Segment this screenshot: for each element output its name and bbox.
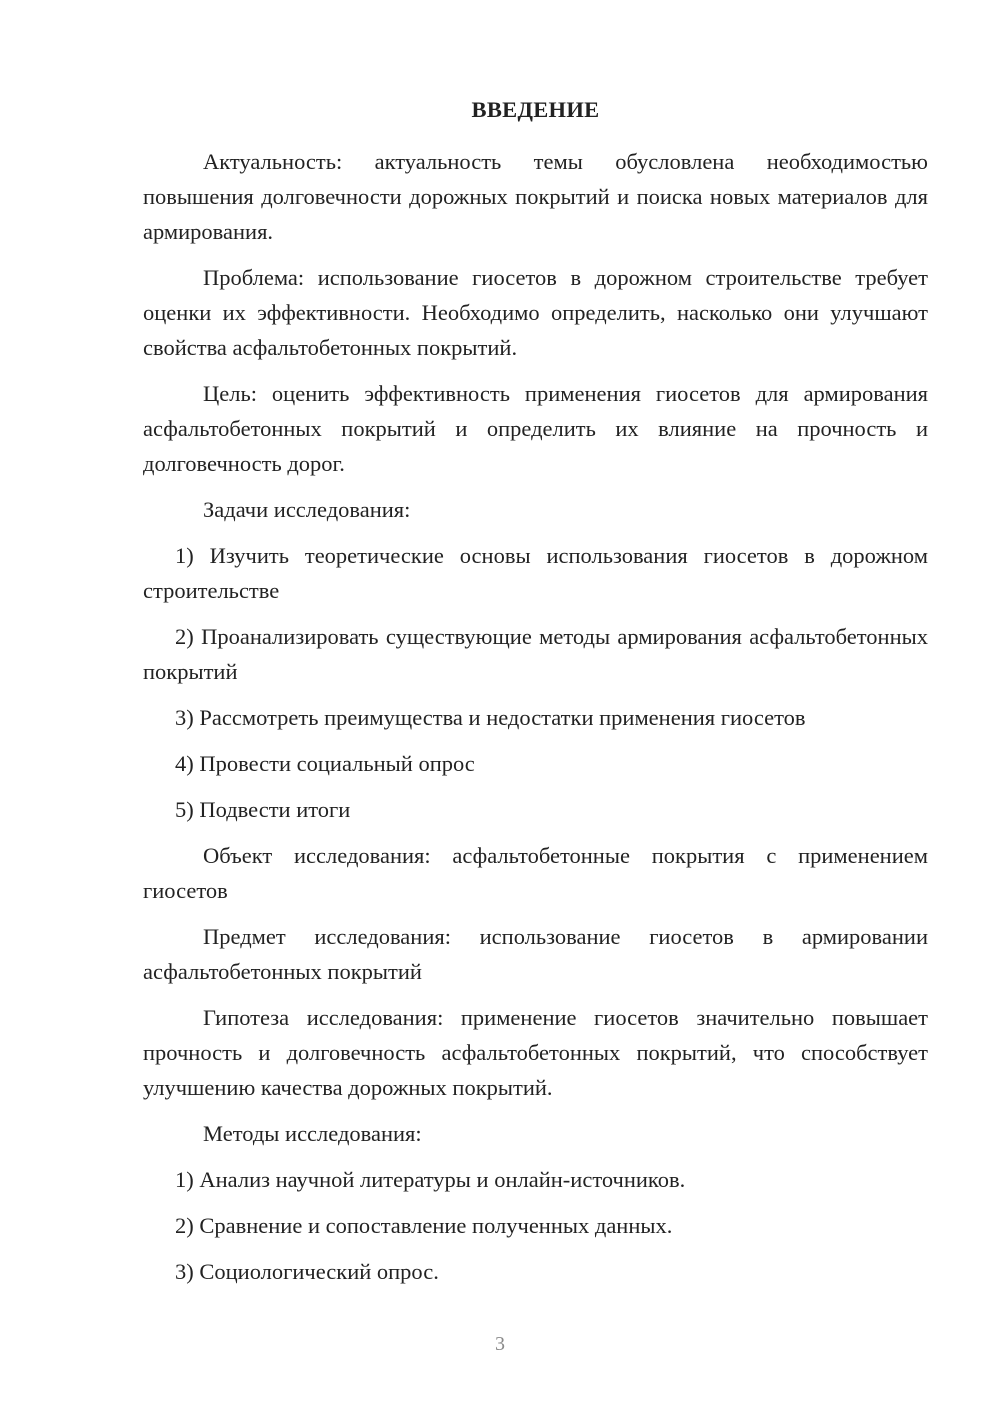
page-number: 3 bbox=[495, 1333, 505, 1355]
task-item-4: 4) Провести социальный опрос bbox=[175, 751, 475, 776]
subject-paragraph: Предмет исследования: использование гиосетов в армировании асфальтобетонных покрытий bbox=[143, 924, 928, 984]
methods-title: Методы исследования: bbox=[203, 1121, 422, 1146]
method-item-3: 3) Социологический опрос. bbox=[175, 1259, 439, 1284]
object-paragraph: Объект исследования: асфальтобетонные покрытия с применением гиосетов bbox=[143, 843, 928, 903]
problem-paragraph: Проблема: использование гиосетов в дорожном строительстве требует оценки их эффективности. Необходимо определить, насколько они улучшают свойства асфальтобетонных покрытий. bbox=[143, 265, 928, 360]
document-page bbox=[143, 96, 928, 1300]
relevance-paragraph: Актуальность: актуальность темы обусловлена необходимостью повышения долговечности дорожных покрытий и поиска новых материалов для армирования. bbox=[143, 149, 928, 244]
tasks-title: Задачи исследования: bbox=[203, 497, 411, 522]
hypothesis-paragraph: Гипотеза исследования: применение гиосетов значительно повышает прочность и долговечность асфальтобетонных покрытий, что способствует улучшению качества дорожных покрытий. bbox=[143, 1005, 928, 1100]
task-item-2: 2) Проанализировать существующие методы армирования асфальтобетонных покрытий bbox=[143, 624, 928, 684]
goal-paragraph: Цель: оценить эффективность применения гиосетов для армирования асфальтобетонных покрытий и определить их влияние на прочность и долговечность дорог. bbox=[143, 381, 928, 476]
method-item-1: 1) Анализ научной литературы и онлайн-источников. bbox=[175, 1167, 686, 1192]
task-item-5: 5) Подвести итоги bbox=[175, 797, 351, 822]
task-item-3: 3) Рассмотреть преимущества и недостатки применения гиосетов bbox=[175, 705, 806, 730]
method-item-2: 2) Сравнение и сопоставление полученных данных. bbox=[175, 1213, 673, 1238]
task-item-1: 1) Изучить теоретические основы использования гиосетов в дорожном строительстве bbox=[143, 543, 928, 603]
section-heading: ВВЕДЕНИЕ bbox=[471, 97, 600, 122]
